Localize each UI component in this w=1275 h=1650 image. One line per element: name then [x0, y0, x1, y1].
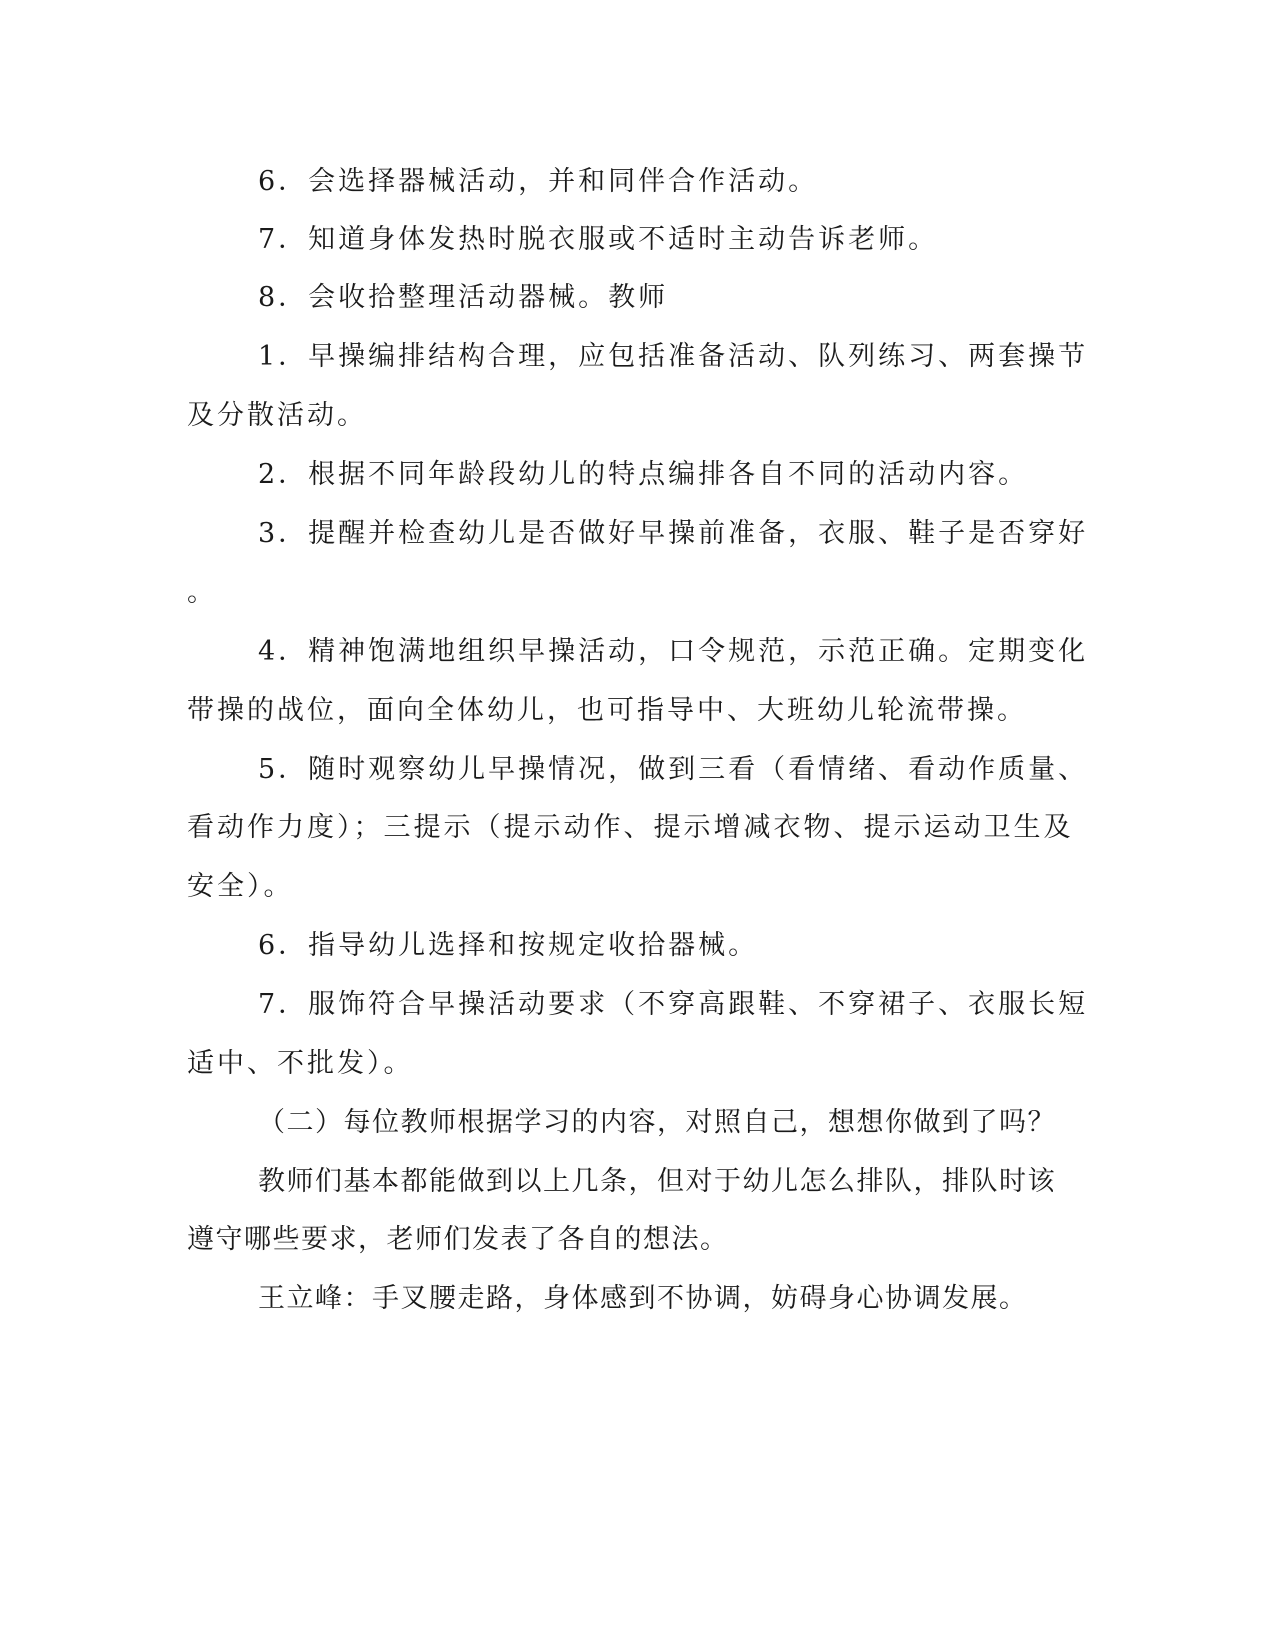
paragraph-line: 遵守哪些要求，老师们发表了各自的想法。	[187, 1224, 729, 1255]
paragraph-line: 教师们基本都能做到以上几条，但对于幼儿怎么排队，排队时该	[258, 1166, 1056, 1197]
paragraph-line: 王立峰：手叉腰走路，身体感到不协调，妨碍身心协调发展。	[258, 1283, 1028, 1314]
paragraph-line: 8．会收拾整理活动器械。教师	[258, 282, 669, 313]
paragraph-line: 适中、不批发）。	[187, 1048, 414, 1079]
paragraph-line: 看动作力度）；三提示（提示动作、提示增减衣物、提示运动卫生及	[187, 812, 1074, 843]
paragraph-line: 5．随时观察幼儿早操情况，做到三看（看情绪、看动作质量、	[258, 754, 1089, 785]
paragraph-line: 安全）。	[187, 871, 294, 902]
paragraph-line: 6．会选择器械活动，并和同伴合作活动。	[258, 166, 819, 197]
paragraph-line: （二）每位教师根据学习的内容，对照自己，想想你做到了吗？	[258, 1107, 1056, 1138]
paragraph-line: 4．精神饱满地组织早操活动，口令规范，示范正确。定期变化	[258, 636, 1089, 667]
paragraph-line: 1．早操编排结构合理，应包括准备活动、队列练习、两套操节	[258, 341, 1089, 372]
paragraph-line: 及分散活动。	[187, 400, 367, 431]
paragraph-line: 7．知道身体发热时脱衣服或不适时主动告诉老师。	[258, 224, 939, 255]
paragraph-line: 带操的战位，面向全体幼儿，也可指导中、大班幼儿轮流带操。	[187, 695, 1027, 726]
paragraph-line: 6．指导幼儿选择和按规定收拾器械。	[258, 930, 759, 961]
paragraph-line: 。	[187, 577, 217, 608]
paragraph-line: 7．服饰符合早操活动要求（不穿高跟鞋、不穿裙子、衣服长短	[258, 989, 1089, 1020]
paragraph-line: 3．提醒并检查幼儿是否做好早操前准备，衣服、鞋子是否穿好	[258, 518, 1089, 549]
paragraph-line: 2．根据不同年龄段幼儿的特点编排各自不同的活动内容。	[258, 459, 1029, 490]
